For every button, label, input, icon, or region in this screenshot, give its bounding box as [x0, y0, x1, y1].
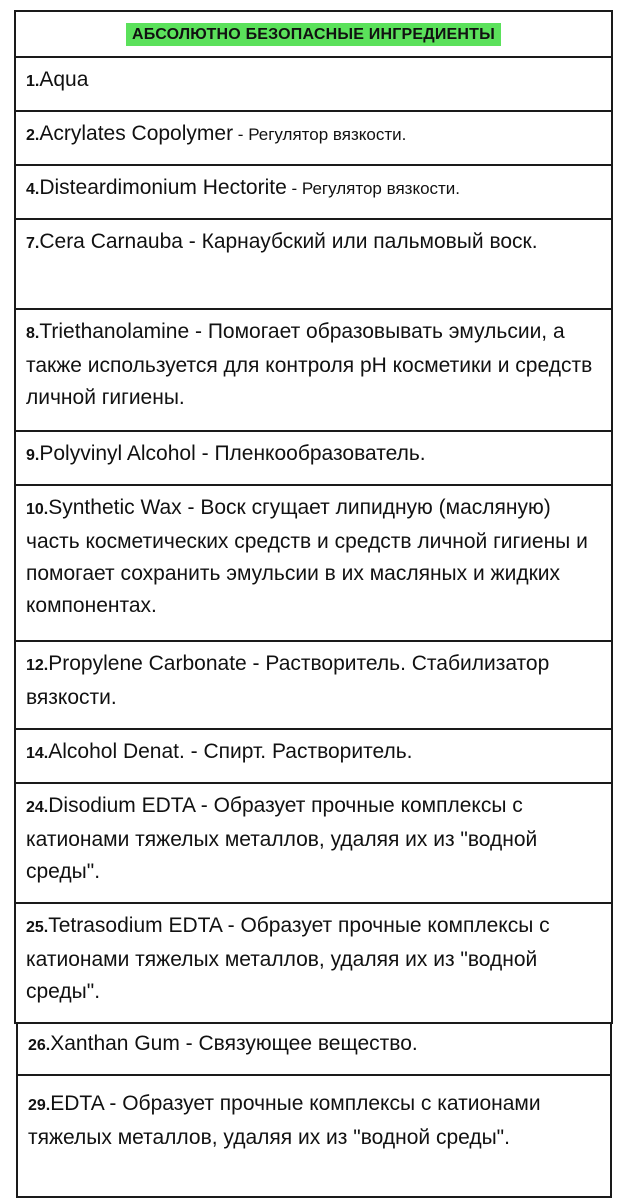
ingredient-separator: - — [246, 652, 266, 675]
ingredient-number: 10. — [26, 501, 49, 518]
ingredient-name: Disodium EDTA — [48, 794, 195, 817]
ingredient-description: Помогает образовывать эмульсии, а также используется для контроля pH косметики и средств личной гигиены. — [26, 320, 593, 409]
ingredient-number: 14. — [26, 745, 49, 762]
ingredient-number: 9. — [26, 447, 40, 464]
ingredient-description: Образует прочные комплексы с катионами тяжелых металлов, удаляя их из "водной среды". — [26, 914, 550, 1003]
ingredient-number: 25. — [26, 919, 49, 936]
ingredient-row-triethanolamine — [14, 308, 613, 432]
ingredient-name: Aqua — [39, 68, 89, 91]
ingredient-number: 24. — [26, 799, 49, 816]
ingredient-description: Образует прочные комплексы с катионами тяжелых металлов, удаляя их из "водной среды". — [26, 794, 538, 883]
ingredient-description: Регулятор вязкости. — [301, 179, 461, 198]
ingredient-row-disteardimonium-hectorite — [14, 164, 613, 220]
ingredient-number: 12. — [26, 657, 49, 674]
ingredient-name: Polyvinyl Alcohol — [39, 442, 196, 465]
ingredient-row-aqua — [14, 56, 613, 112]
ingredient-separator: - — [179, 1032, 199, 1055]
ingredient-row-synthetic-wax — [14, 484, 613, 642]
ingredient-separator: - — [184, 740, 204, 763]
ingredient-name: Triethanolamine — [39, 320, 190, 343]
ingredient-number: 8. — [26, 325, 40, 342]
ingredient-name: Xanthan Gum — [50, 1032, 180, 1055]
ingredient-separator: - — [194, 794, 214, 817]
table-header-row — [14, 10, 613, 58]
ingredient-separator: - — [181, 496, 201, 519]
ingredient-number: 4. — [26, 181, 40, 198]
ingredient-number: 26. — [28, 1037, 51, 1054]
ingredient-description: Образует прочные комплексы с катионами тяжелых металлов, удаляя их из "водной среды". — [28, 1092, 541, 1149]
ingredient-separator: - — [286, 179, 302, 198]
ingredient-description: Связующее вещество. — [198, 1032, 418, 1055]
ingredient-separator: - — [221, 914, 241, 937]
ingredient-row-disodium-edta — [14, 782, 613, 904]
ingredient-description: Пленкообразователь. — [214, 442, 426, 465]
ingredient-number: 29. — [28, 1097, 51, 1114]
ingredient-row-tetrasodium-edta — [14, 902, 613, 1024]
ingredient-row-alcohol-denat — [14, 728, 613, 784]
ingredient-description: Спирт. Растворитель. — [203, 740, 413, 763]
ingredient-separator: - — [233, 125, 249, 144]
ingredient-separator: - — [189, 320, 208, 343]
ingredient-name: EDTA — [50, 1092, 104, 1115]
ingredient-description: Регулятор вязкости. — [248, 125, 407, 144]
ingredient-name: Acrylates Copolymer — [39, 122, 234, 145]
ingredient-description: Растворитель. Стабилизатор вязкости. — [26, 652, 550, 709]
ingredient-number: 2. — [26, 127, 40, 144]
ingredient-separator: - — [195, 442, 215, 465]
ingredient-name: Propylene Carbonate — [48, 652, 247, 675]
ingredient-name: Synthetic Wax — [48, 496, 182, 519]
ingredient-name: Disteardimonium Hectorite — [39, 176, 287, 199]
ingredient-description: Воск сгущает липидную (масляную) часть косметических средств и средств личной гигиены и помогает сохранить эмульсии в их масляных и жидких компонентах. — [26, 496, 588, 617]
ingredient-row-polyvinyl-alcohol — [14, 430, 613, 486]
ingredient-separator: - — [103, 1092, 123, 1115]
ingredient-row-cera-carnauba — [14, 218, 613, 310]
ingredient-number: 1. — [26, 73, 40, 90]
ingredient-separator: - — [188, 230, 202, 253]
ingredient-row-acrylates-copolymer — [14, 110, 613, 166]
ingredient-row-propylene-carbonate — [14, 640, 613, 730]
ingredient-row-xanthan-gum — [16, 1022, 612, 1076]
ingredient-name: Cera Carnauba — [39, 230, 189, 253]
table-title: АБСОЛЮТНО БЕЗОПАСНЫЕ ИНГРЕДИЕНТЫ — [126, 23, 501, 46]
ingredient-description: Карнаубский или пальмовый воск. — [201, 230, 538, 253]
ingredient-number: 7. — [26, 235, 40, 252]
ingredient-name: Alcohol Denat. — [48, 740, 185, 763]
ingredient-name: Tetrasodium EDTA — [48, 914, 222, 937]
ingredient-row-edta — [16, 1074, 612, 1198]
